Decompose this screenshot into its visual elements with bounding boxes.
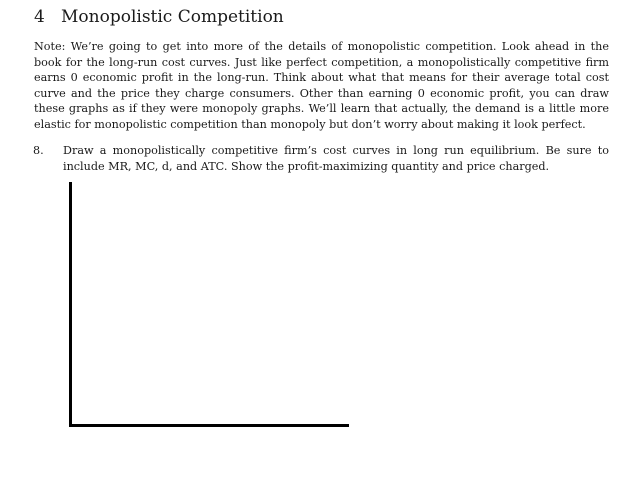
section-heading bbox=[34, 7, 284, 27]
question-number: 8. bbox=[33, 144, 44, 157]
section-title: Monopolistic Competition bbox=[61, 7, 284, 27]
question-8 bbox=[33, 143, 609, 174]
note-paragraph: Note: We’re going to get into more of the details of monopolistic competition. Look ahead in the book for the long-run cost curves. Just like perfect competition, a monopolistically competitive firm earns 0 economic profit in the long-run. Think about what that means for their average total cost curve and the price they charge consumers. Other than earning 0 economic profit, you can draw these graphs as if they were monopoly graphs. We’ll learn that actually, the demand is a little more elastic for monopolistic competition than monopoly but don’t worry about making it look perfect. bbox=[34, 40, 609, 131]
section-number: 4 bbox=[34, 7, 45, 27]
question-text-block bbox=[33, 143, 609, 174]
blank-graph-axes bbox=[66, 180, 356, 432]
question-text: Draw a monopolistically competitive firm’s cost curves in long run equilibrium. Be sure to include MR, MC, d, and ATC. Show the profit-maximizing quantity and price charged. bbox=[63, 144, 609, 173]
